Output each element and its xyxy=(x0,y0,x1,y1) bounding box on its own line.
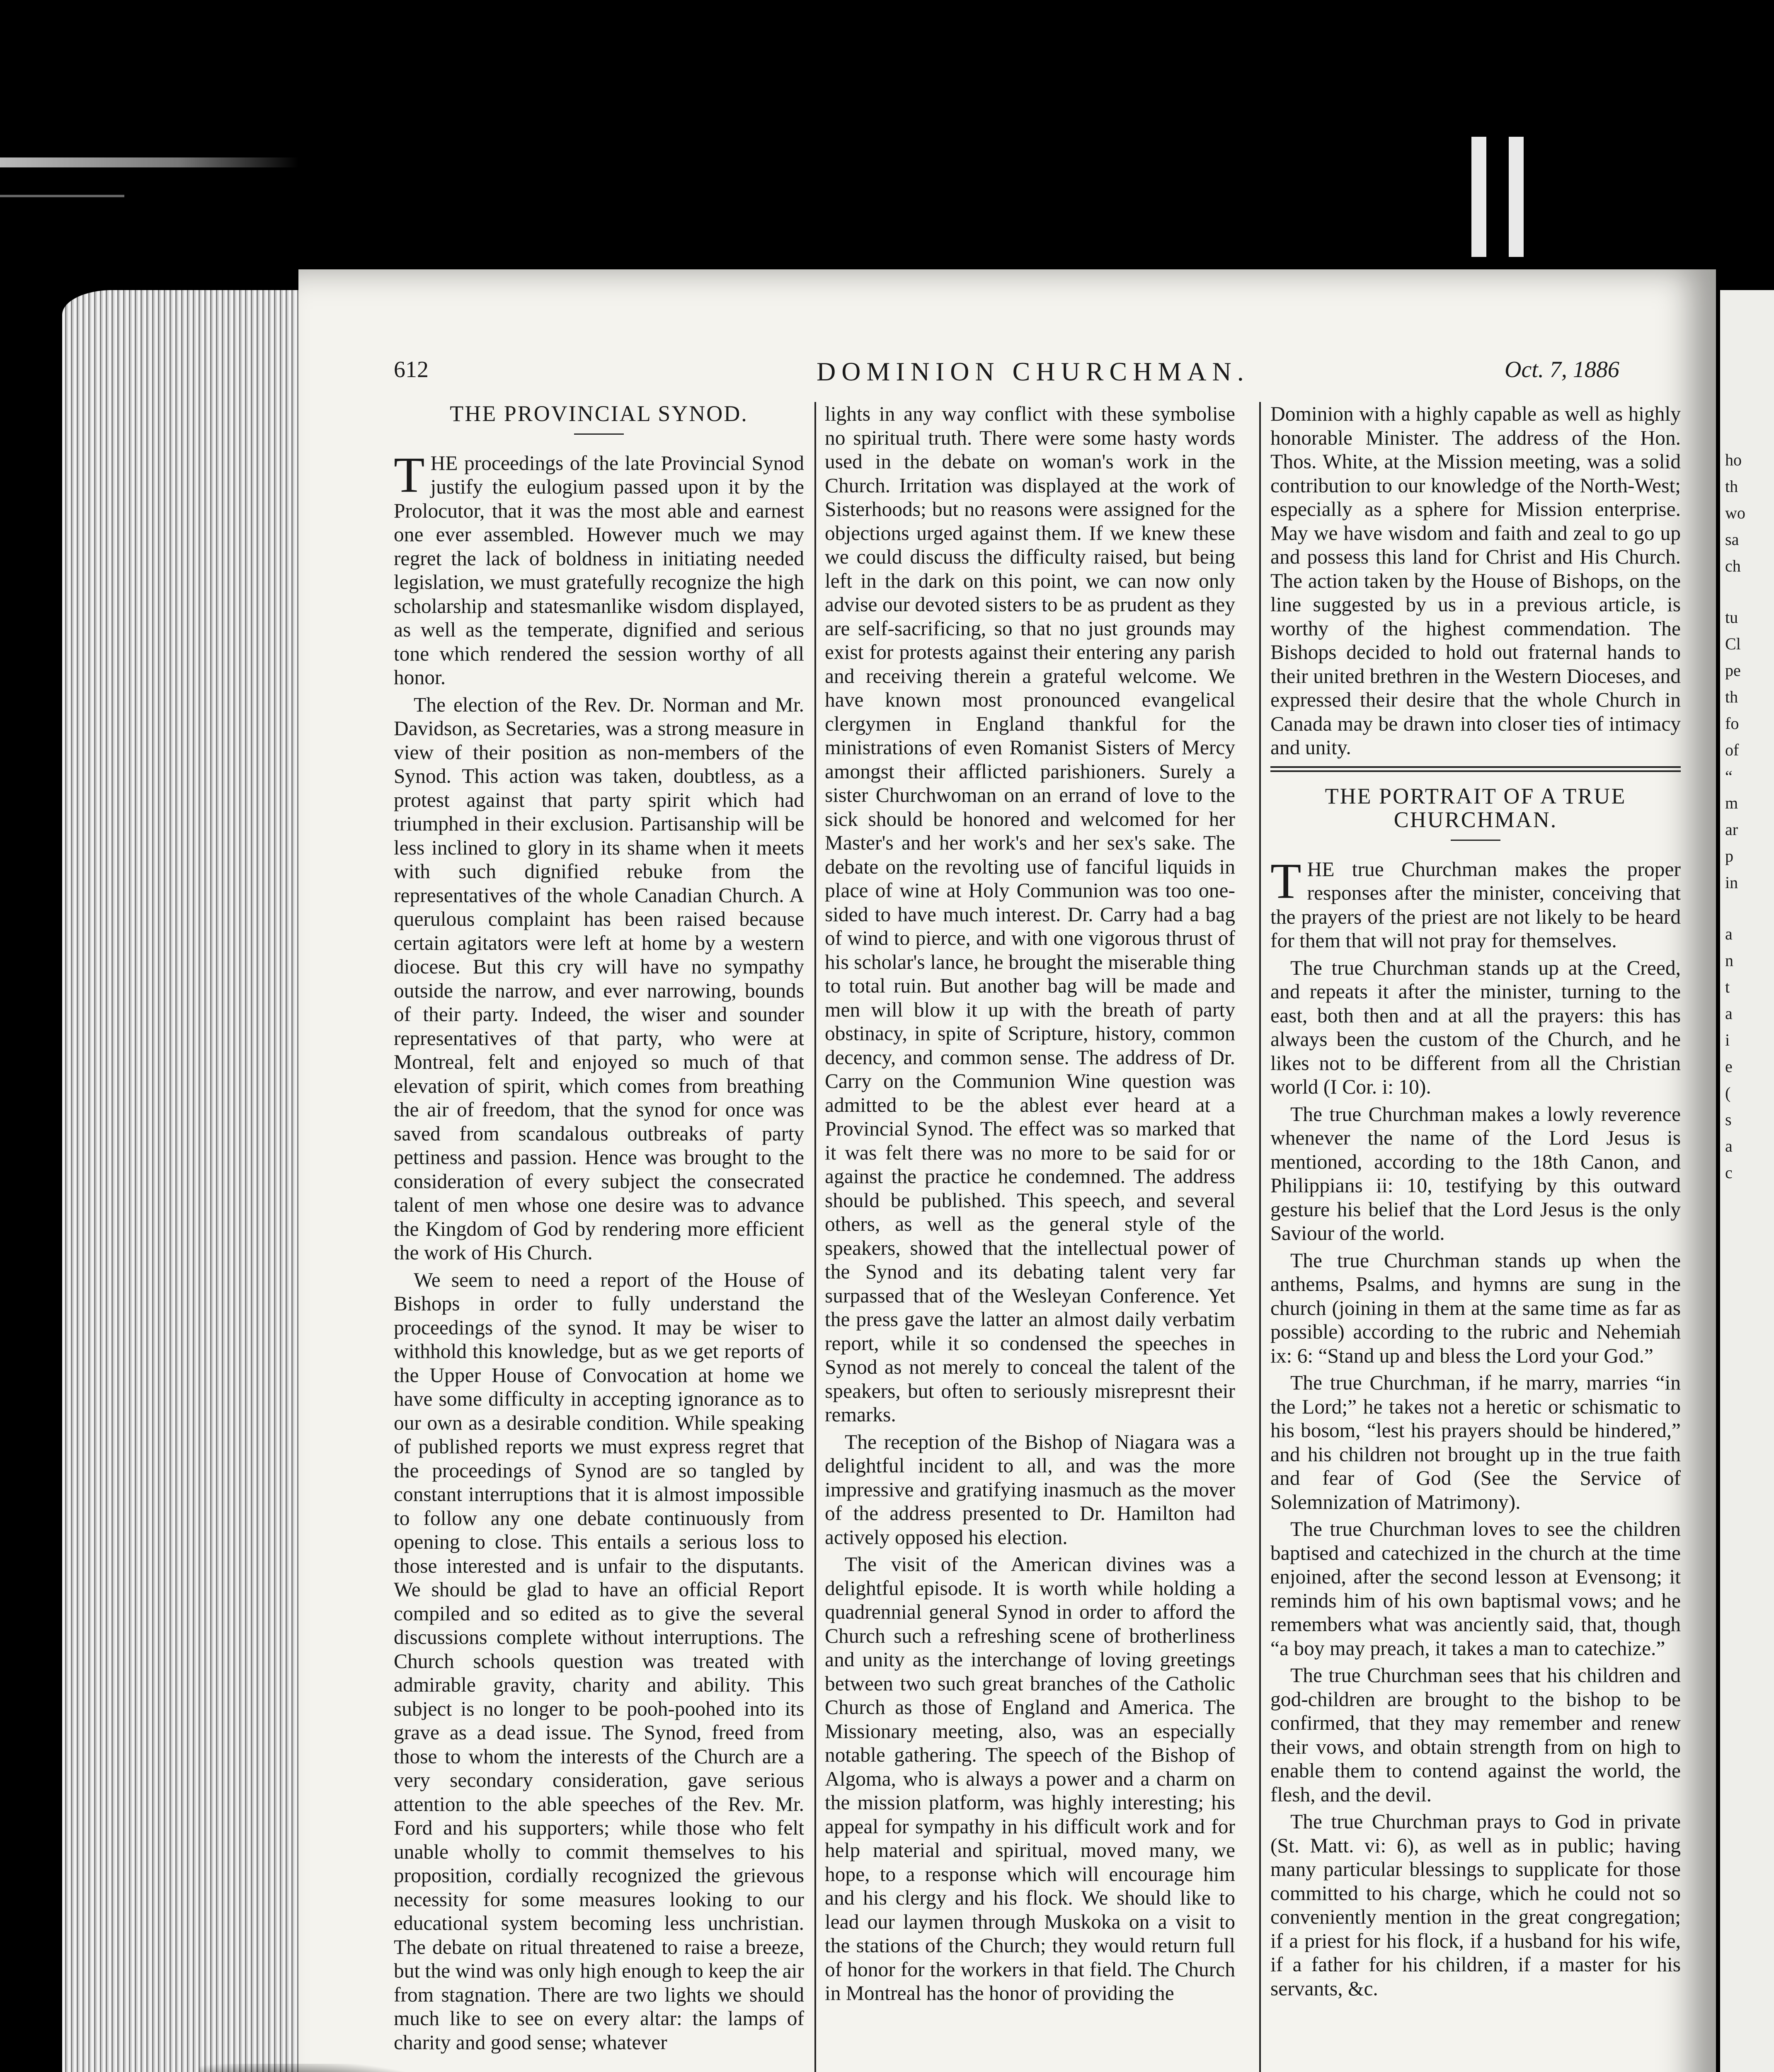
scanner-marker xyxy=(1471,137,1486,257)
column-rule xyxy=(1259,402,1261,2072)
adjacent-page-text: c xyxy=(1725,1163,1733,1182)
column-1 xyxy=(394,402,804,2072)
adjacent-page-text: ho xyxy=(1725,450,1742,469)
drop-cap: T xyxy=(1270,853,1301,909)
adjacent-page-fragment xyxy=(1720,290,1774,2072)
adjacent-page-text: a xyxy=(1725,1004,1733,1023)
adjacent-page-text: ch xyxy=(1725,557,1741,575)
article-paragraph: THE proceedings of the late Provincial Synod justify the eulogium passed upon it by the Prolocutor, that it was the most able and earnest one ever assembled. However much we may regret the lack of boldness in initiating needed legislation, we must gratefully recognize the high scholarship and statesmanlike wisdom displayed, as well as the temperate, dignified and serious tone which rendered the session worthy of all honor. xyxy=(394,447,804,689)
newspaper-page xyxy=(298,269,1716,2072)
adjacent-page-text: ar xyxy=(1725,820,1738,839)
adjacent-page-text: a xyxy=(1725,925,1733,943)
article-paragraph: lights in any way conflict with these symbolise no spiritual truth. There were some hasty words used in the debate on woman's work in the Church. Irritation was displayed at the work of Sisterhoods; but no reasons were assigned for the objections urged against them. If we knew these we could discuss the difficulty raised, but being left in the dark on this point, we can now only advise our devoted sisters to be as prudent as they are self-sacrificing, so that no just grounds may exist for protests against their entering any parish and receiving therein a grateful welcome. We have known most pronounced evangelical clergymen in England thankful for the ministrations of even Romanist Sisters of Mercy amongst their afflicted parishioners. Surely a sister Churchwoman on an errand of love to the sick should be honored and welcomed for her Master's and her work's and her sex's sake. The debate on the revolting use of fanciful liquids in place of wine at Holy Communion was too one-sided to have much interest. Dr. Carry had a bag of wind to pierce, and with one vigorous thrust of his scholar's lance, he brought the miserable thing to total ruin. But another bag will be made and men will blow it up with the breath of party obstinacy, in spite of Scripture, history, common decency, and common sense. The address of Dr. Carry on the Communion Wine question was admitted to be the ablest ever heard at a Provincial Synod. The effect was so marked that it was felt there was no more to be said for or against the practice he condemned. The address should be published. This speech, and several others, as well as the general style of the speakers, showed that the intellectual power of the Synod and its debating talent very far surpassed that of the Wesleyan Conference. Yet the press gave the latter an almost daily verbatim report, while it so condensed the speeches in Synod as not merely to conceal the talent of the speakers, but often to seriously misrepresnt their remarks. xyxy=(825,402,1235,1426)
adjacent-page-text: s xyxy=(1725,1110,1732,1129)
article-paragraph: The true Churchman sees that his children and god-children are brought to the bishop to be confirmed, that they may remember and renew their vows, and obtain strength from on high to enable them to contend against the world, the flesh, and the devil. xyxy=(1270,1664,1681,1806)
book-page-edges xyxy=(62,290,303,2072)
article-title: THE PROVINCIAL SYNOD. xyxy=(450,402,748,426)
article-paragraph: The visit of the American divines was a delightful episode. It is worth while holding a quadrennial general Synod in order to afford the Church such a refreshing scene of brotherliness and unity as the interchange of loving greetings between two such great branches of the Catholic Church as those of England and America. The Missionary meeting, also, was an especially notable gathering. The speech of the Bishop of Algoma, who is always a power and a charm on the mission platform, was highly interesting; his appeal for sympathy in his difficult work and for help material and spiritual, moved many, we hope, to a response which will encourage him and his clergy and his flock. We should like to lead our laymen through Muskoka on a visit to the stations of the Church; they would return full of honor for the workers in that field. The Church in Montreal has the honor of providing the xyxy=(825,1553,1235,2004)
title-rule xyxy=(1451,840,1500,841)
scanner-marker xyxy=(1509,137,1524,257)
article-paragraph: The reception of the Bishop of Niagara was a delightful incident to all, and was the more impressive and gratifying inasmuch as the mover of the address presented to Dr. Hamilton had actively opposed his election. xyxy=(825,1430,1235,1549)
article-paragraph: We seem to need a report of the House of Bishops in order to fully understand the proceedings of the synod. It may be wiser to withhold this knowledge, but as we get reports of the Upper House of Convocation at home we have some difficulty in accepting ignorance as to our own as a desirable condition. While speaking of published reports we must express regret that the proceedings of Synod are so tangled by constant interruptions that it is almost impossible to follow any one debate continuously from opening to close. This entails a serious loss to those interested and is unfair to the disputants. We should be glad to have an official Report compiled and so edited as to give the several discussions complete without interruptions. The Church schools question was treated with admirable gravity, charity and ability. This subject is no longer to be pooh-poohed into its grave as a dead issue. The Synod, freed from those to whom the interests of the Church are a very secondary consideration, gave serious attention to the able speeches of the Rev. Mr. Ford and his supporters; while those who felt unable wholly to commit themselves to his proposition, cordially recognized the grievous necessity for some measures looking to our educational system becoming less unchristian. The debate on ritual threatened to raise a breeze, but the wind was only high enough to keep the air from stagnation. There are two lights we should much like to see on every altar: the lamps of charity and good sense; whatever xyxy=(394,1268,804,2054)
article-paragraph: The true Churchman stands up at the Creed, and repeats it after the minister, turning to the east, both then and at all the prayers: this has always been the custom of the Church, and he likes not to be different from all the Christian world (I Cor. i: 10). xyxy=(1270,956,1681,1098)
adjacent-page-text: wo xyxy=(1725,503,1745,522)
section-divider xyxy=(1270,766,1681,772)
article-paragraph: Dominion with a highly capable as well as highly honorable Minister. The address of the Hon. Thos. White, at the Mission meeting, was a solid contribution to our knowledge of the North-West; especially as a sphere for Mission enterprise. May we have wisdom and faith and zeal to go up and possess this land for Christ and His Church. The action taken by the House of Bishops, on the line suggested by us in a previous article, is worthy of the highest commendation. The Bishops decided to hold out fraternal hands to their united brethren in the Western Dioceses, and expressed their desire that the whole Church in Canada may be drawn into closer ties of intimacy and unity. xyxy=(1270,402,1681,759)
adjacent-page-text: in xyxy=(1725,873,1738,892)
article-paragraph: THE true Churchman makes the proper responses after the minister, conceiving that the prayers of the priest are not likely to be heard for them that will not pray for themselves. xyxy=(1270,853,1681,952)
adjacent-page-text: th xyxy=(1725,477,1738,496)
article-paragraph: The true Churchman, if he marry, marries “in the Lord;” he takes not a heretic or schismatic to his bosom, “lest his prayers should be hindered,” and his children not brought up in the true faith and fear of God (See the Service of Solemnization of Matrimony). xyxy=(1270,1371,1681,1513)
drop-cap: T xyxy=(394,447,425,503)
thumb-shadow xyxy=(199,2064,489,2072)
adjacent-page-text: Cl xyxy=(1725,634,1741,653)
article-paragraph: The true Churchman loves to see the children baptised and catechized in the church at the time enjoined, after the second lesson at Evensong; it reminds him of his own baptismal vows; and he remembers what was anciently said, that, though “a boy may preach, it takes a man to catechize.” xyxy=(1270,1518,1681,1660)
article-title-line: THE PORTRAIT OF A TRUE xyxy=(1325,783,1626,808)
adjacent-page-text: tu xyxy=(1725,608,1738,627)
scan-streak xyxy=(0,157,298,167)
issue-date: Oct. 7, 1886 xyxy=(1505,357,1619,382)
adjacent-page-text: pe xyxy=(1725,661,1741,680)
adjacent-page-text: n xyxy=(1725,951,1733,970)
adjacent-page-text: t xyxy=(1725,978,1730,996)
article-title-line: CHURCHMAN. xyxy=(1394,807,1558,832)
adjacent-page-text: ( xyxy=(1725,1084,1731,1102)
scan-streak xyxy=(0,195,124,197)
article-paragraph: The true Churchman stands up when the anthems, Psalms, and hymns are sung in the church (joining in them at the same time as far as possible) according to the rubric and Nehemiah ix: 6: “Stand up and bless the Lord your God.” xyxy=(1270,1249,1681,1367)
adjacent-page-text: “ xyxy=(1725,767,1733,786)
column-2 xyxy=(825,402,1235,2072)
adjacent-page-text: p xyxy=(1725,847,1733,865)
adjacent-page-text: of xyxy=(1725,741,1739,759)
title-rule xyxy=(574,433,624,435)
publication-title: DOMINION CHURCHMAN. xyxy=(817,357,1250,386)
article-paragraph: The election of the Rev. Dr. Norman and Mr. Davidson, as Secretaries, was a strong measure in view of their position as non-members of the Synod. This action was taken, doubtless, as a protest against that party spirit which had triumphed in their exclusion. Partisanship will be less inclined to glory in its shame when it meets with such dignified rebuke from the representatives of the whole Canadian Church. A querulous complaint has been raised because certain agitators were left at home by a western diocese. But this cry will have no sympathy outside the narrow, and ever narrowing, bounds of their party. Indeed, the wiser and sounder representatives of that party, who were at Montreal, felt and enjoyed so much of that elevation of spirit, which comes from breathing the air of freedom, that the synod for once was saved from scandalous outbreaks of party pettiness and passion. Hence was brought to the consideration of every subject the consecrated talent of men whose one desire was to advance the Kingdom of God by rendering more efficient the work of His Church. xyxy=(394,693,804,1264)
adjacent-page-text: th xyxy=(1725,687,1738,706)
adjacent-page-text: fo xyxy=(1725,714,1739,733)
column-rule xyxy=(814,402,816,2072)
column-3 xyxy=(1270,402,1681,2072)
adjacent-page-text: sa xyxy=(1725,530,1739,549)
article-paragraph: The true Churchman makes a lowly reverence whenever the name of the Lord Jesus is mentioned, according to the 18th Canon, and Philippians ii: 10, testifying by this outward gesture his belief that the Lord Jesus is the only Saviour of the world. xyxy=(1270,1102,1681,1244)
adjacent-page-text: i xyxy=(1725,1031,1730,1049)
article-paragraph: The true Churchman prays to God in private (St. Matt. vi: 6), as well as in public; having many particular blessings to supplicate for those committed to his charge, which he could not so conveniently mention in the great congregation; if a priest for his flock, if a husband for his wife, if a father for his children, if a master for his servants, &c. xyxy=(1270,1810,1681,2000)
adjacent-page-text: a xyxy=(1725,1137,1733,1155)
page-number: 612 xyxy=(394,357,429,382)
adjacent-page-text: m xyxy=(1725,794,1738,812)
adjacent-page-text: e xyxy=(1725,1057,1733,1076)
